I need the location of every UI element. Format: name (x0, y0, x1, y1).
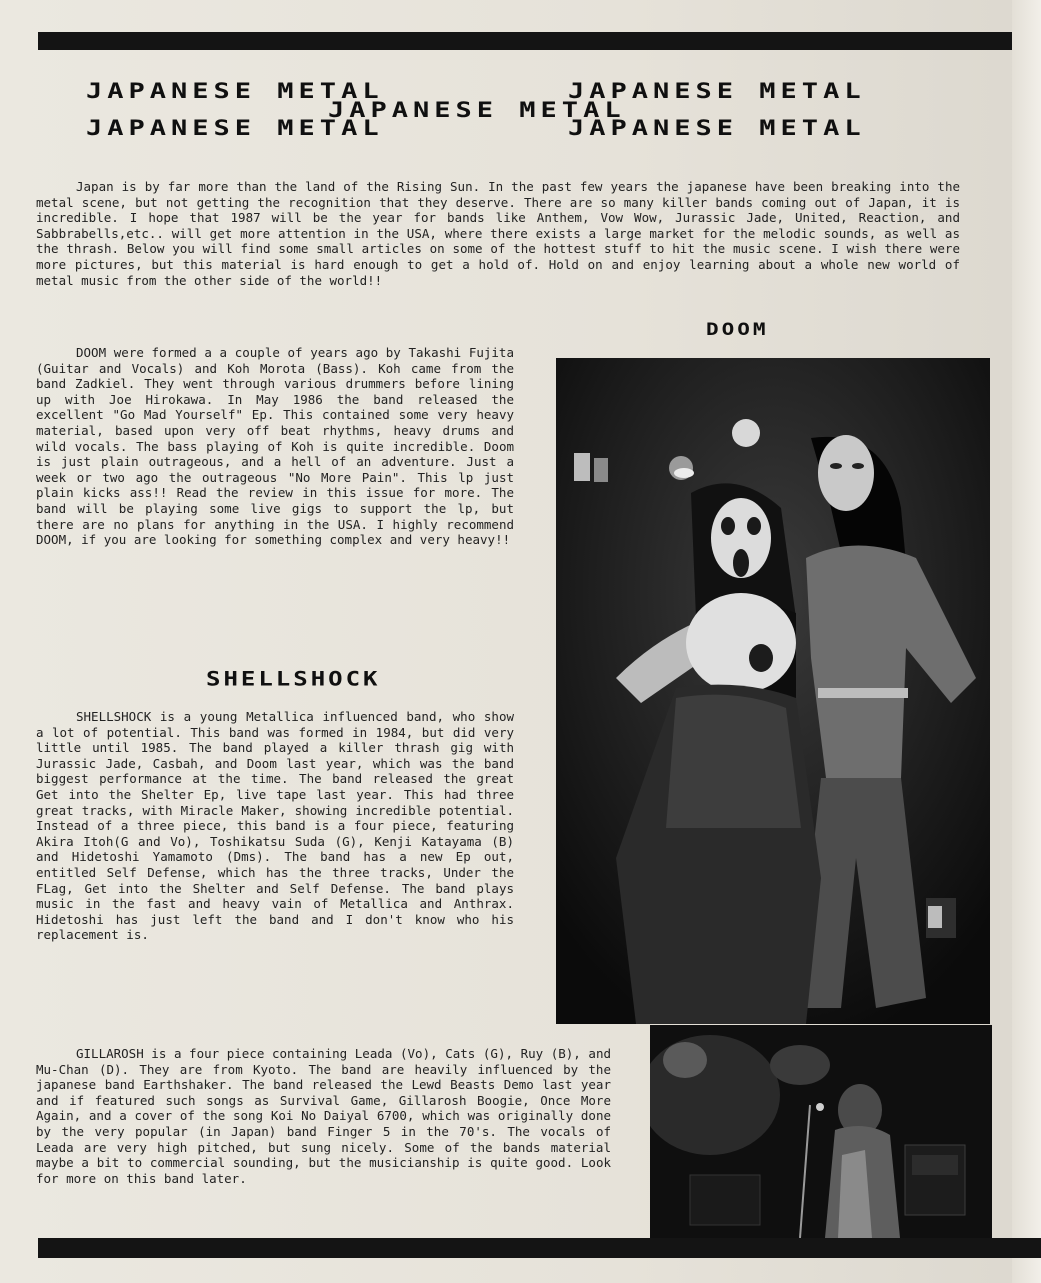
gillarosh-photo-art (650, 1025, 992, 1238)
gillarosh-paragraph: GILLAROSH is a four piece containing Leada (Vo), Cats (G), Ruy (B), and Mu-Chan (D). They are from Kyoto. The band are heavily influenced by the japanese band Earthshaker. The band released the Lewd Beasts Demo last year and if featured such songs as Survival Game, Gillarosh Boogie, Once More Again, and a cover of the song Koi No Daiyal 6700, which was originally done by the very popular (in Japan) band Finger 5 in the 70's. The vocals of Leada are very high pitched, but sung nicely. Some of the bands material maybe a bit to commercial sounding, but the musicianship is quite good. Look for more on this band later. (36, 1046, 611, 1186)
header-line1-left: JAPANESE METAL (86, 78, 384, 104)
doom-band-photo (556, 358, 990, 1024)
doom-photo-art (556, 358, 990, 1024)
header-line1-right: JAPANESE METAL (568, 78, 866, 104)
doom-paragraph: DOOM were formed a a couple of years ago by Takashi Fujita (Guitar and Vocals) and Koh Morota (Bass). Koh came from the band Zadkiel. They went through various drummers before lining up with Joe Hirokawa. In May 1986 the band released the excellent "Go Mad Yourself" Ep. This contained some very heavy material, based upon very off beat rhythms, heavy drums and wild vocals. The bass playing of Koh is quite incredible. Doom is just plain outrageous, and a hell of an adventure. Just a week or two ago the outrageous "No More Pain". This lp just plain kicks ass!! Read the review in this issue for more. The band will be playing some live gigs to support the lp, but there are no plans for anything in the USA. I highly recommend DOOM, if you are looking for something complex and very heavy!! (36, 345, 514, 548)
top-black-rule (38, 32, 1041, 50)
bottom-black-rule (38, 1238, 1041, 1258)
gillarosh-live-photo (650, 1025, 992, 1238)
doom-title: DOOM (706, 320, 769, 340)
shellshock-title: SHELLSHOCK (206, 668, 381, 691)
page-edge (1012, 0, 1041, 1283)
header-line2: JAPANESE METAL (328, 97, 626, 123)
header-line3-left: JAPANESE METAL (86, 115, 384, 141)
header-line3-right: JAPANESE METAL (568, 115, 866, 141)
shellshock-paragraph: SHELLSHOCK is a young Metallica influenced band, who show a lot of potential. This band was formed in 1984, but did very little until 1985. The band played a killer thrash gig with Jurassic Jade, Casbah, and Doom last year, which was the band biggest performance at the time. The band released the great Get into the Shelter Ep, live tape last year. This had three great tracks, with Miracle Maker, showing incredible potential. Instead of a three piece, this band is a four piece, featuring Akira Itoh(G and Vo), Toshikatsu Suda (G), Kenji Katayama (B) and Hidetoshi Yamamoto (Dms). The band has a new Ep out, entitled Self Defense, which has the three tracks, Under the FLag, Get into the Shelter and Self Defense. The band plays music in the fast and heavy vain of Metallica and Anthrax. Hidetoshi has just left the band and I don't know who his replacement is. (36, 709, 514, 943)
intro-paragraph: Japan is by far more than the land of the Rising Sun. In the past few years the japanese have been breaking into the metal scene, but not getting the recognition that they deserve. There are so many killer bands coming out of Japan, it is incredible. I hope that 1987 will be the year for bands like Anthem, Vow Wow, Jurassic Jade, United, Reaction, and Sabbrabells,etc.. will get more attention in the USA, where there exists a large market for the melodic sounds, as well as the thrash. Below you will find some small articles on some of the hottest stuff to hit the music scene. I wish there were more pictures, but this material is hard enough to get a hold of. Hold on and enjoy learning about a whole new world of metal music from the other side of the world!! (36, 179, 960, 288)
